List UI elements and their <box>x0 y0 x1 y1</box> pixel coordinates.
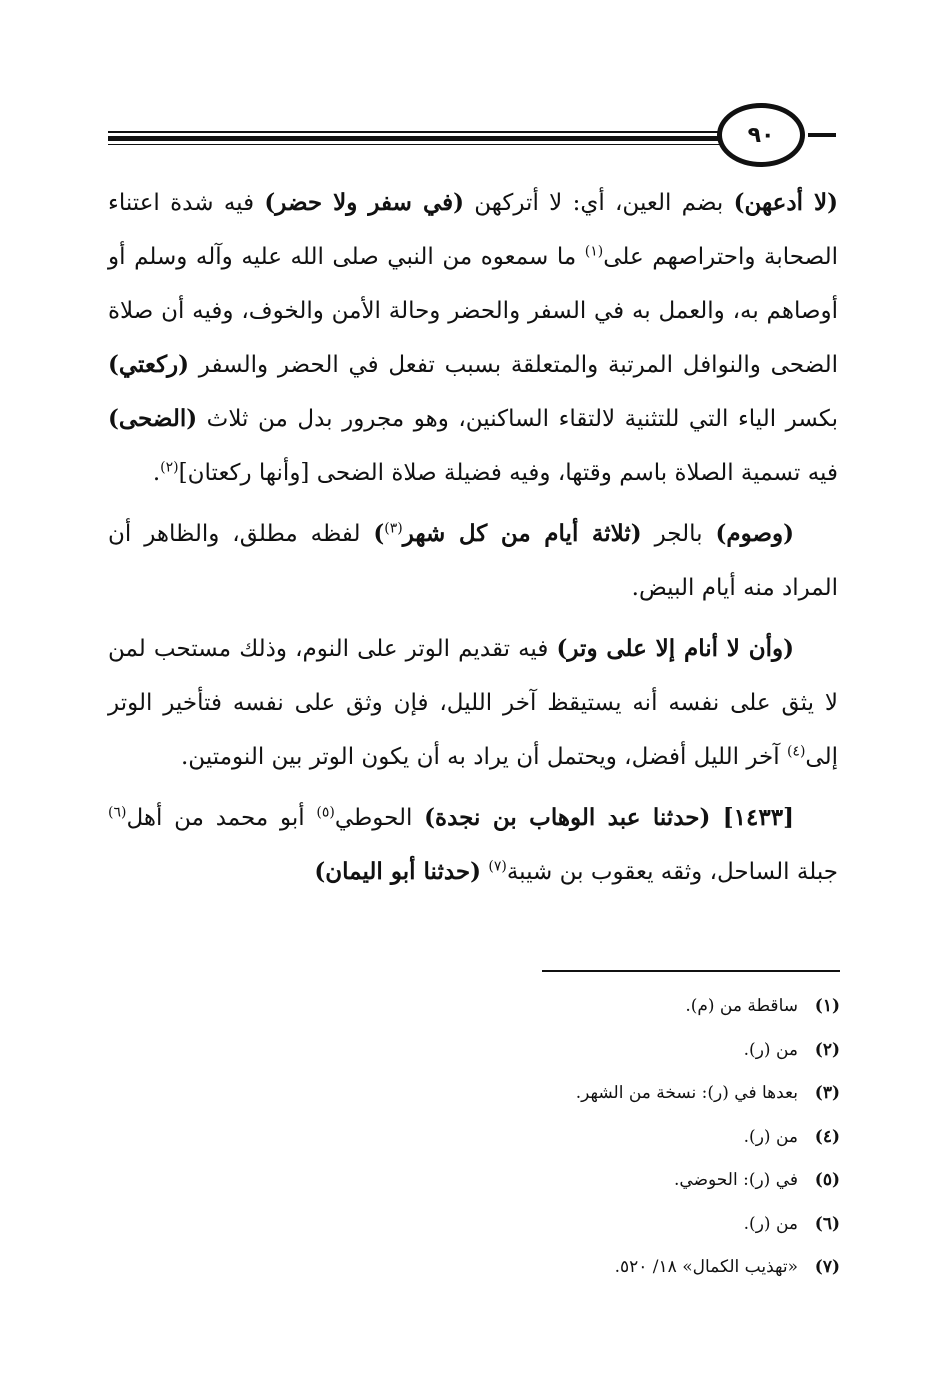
footnote <box>108 1072 840 1116</box>
text-run: لفظه مطلق، والظاهر أن المراد منه أيام البيض. <box>108 521 838 601</box>
footnote-number: (٣) <box>814 1083 840 1103</box>
footnote-ref: (٧) <box>488 858 507 875</box>
paragraph <box>108 791 838 899</box>
bold-text: ) <box>373 520 385 547</box>
footnote-number: (٧) <box>814 1257 840 1277</box>
bold-text: (ثلاثة أيام من كل شهر <box>402 520 642 547</box>
footnote-number: (٦) <box>814 1213 840 1234</box>
text-run: . <box>152 460 161 486</box>
bold-text: (حدثنا أبو اليمان) <box>314 858 482 885</box>
footnote-number: (١) <box>814 996 840 1016</box>
bold-text: (وصوم) <box>715 520 794 547</box>
bold-text: (وأن لا أنام إلا على وتر) <box>556 635 795 662</box>
footnote-text: في (ر): الحوضي. <box>674 1170 798 1190</box>
paragraph <box>108 622 838 784</box>
paragraph <box>108 507 838 615</box>
footnote-number: (٢) <box>814 1039 840 1060</box>
footnote-text: من (ر). <box>743 1126 798 1147</box>
footnote-text: ساقطة من (م). <box>685 996 798 1016</box>
footnote <box>108 1203 840 1247</box>
footnote-ref: (٢) <box>160 459 179 476</box>
text-run: فيه شدة اعتناء الصحابة واحتراصهم على <box>108 190 838 270</box>
footnote <box>108 1029 840 1073</box>
footnote <box>108 1159 840 1203</box>
text-run: بضم العين، أي: لا أتركهن <box>464 190 734 216</box>
footnote <box>108 985 840 1029</box>
text-run: ما سمعوه من النبي صلى الله عليه وآله وسلم أو أوصاهم به، والعمل به في السفر والحضر وحالة الأمن والخوف، وفيه أن صلاة الضحى والنوافل المرتبة والمتعلقة بسبب تفعل في الحضر والسفر <box>108 244 838 378</box>
footnote-ref: (٣) <box>384 520 403 537</box>
text-run: فيه تقديم الوتر على النوم، وذلك مستحب لمن لا يثق على نفسه أنه يستيقظ آخر الليل، فإن وثق على نفسه فتأخير الوتر إلى <box>108 636 838 770</box>
footnote-number: (٥) <box>814 1170 840 1190</box>
text-run: بكسر الياء التي للتثنية لالتقاء الساكنين، وهو مجرور بدل من ثلاث <box>197 406 838 432</box>
bold-text: (في سفر ولا حضر) <box>264 189 464 216</box>
bold-text: (ركعتي) <box>108 351 190 378</box>
main-text <box>108 176 838 899</box>
page-number-badge <box>717 103 805 167</box>
footnote-number: (٤) <box>814 1126 840 1147</box>
footnote-text: «تهذيب الكمال» ١٨/ ٥٢٠. <box>614 1257 798 1277</box>
header-rule-tail <box>808 133 836 137</box>
footnote <box>108 1116 840 1160</box>
footnote-separator <box>542 970 840 972</box>
footnotes <box>108 985 840 1290</box>
footnote-text: من (ر). <box>743 1213 798 1234</box>
text-run: أبو محمد من أهل <box>126 805 317 831</box>
text-run: جبلة الساحل، وثقه يعقوب بن شيبة <box>506 859 838 885</box>
footnote-ref: (٦) <box>108 804 127 821</box>
footnote <box>108 1246 840 1290</box>
text-run: فيه تسمية الصلاة باسم وقتها، وفيه فضيلة صلاة الضحى [وأنها ركعتان] <box>178 460 838 486</box>
footnote-ref: (٥) <box>316 804 335 821</box>
page-number: ٩٠ <box>747 122 775 148</box>
bold-text: [١٤٣٣] (حدثنا عبد الوهاب بن نجدة) <box>424 804 794 831</box>
text-run: آخر الليل أفضل، ويحتمل أن يراد به أن يكون الوتر بين النومتين. <box>181 744 787 770</box>
text-run: بالجر <box>641 521 716 547</box>
footnote-ref: (١) <box>584 243 604 260</box>
footnote-text: من (ر). <box>743 1039 798 1060</box>
header-rule <box>108 131 720 145</box>
footnote-text: بعدها في (ر): نسخة من الشهر. <box>575 1083 798 1103</box>
text-run: الحوطي <box>334 805 425 831</box>
bold-text: (لا أدعهن) <box>733 189 838 216</box>
paragraph <box>108 176 838 500</box>
bold-text: (الضحى) <box>108 405 198 432</box>
footnote-ref: (٤) <box>786 743 806 760</box>
